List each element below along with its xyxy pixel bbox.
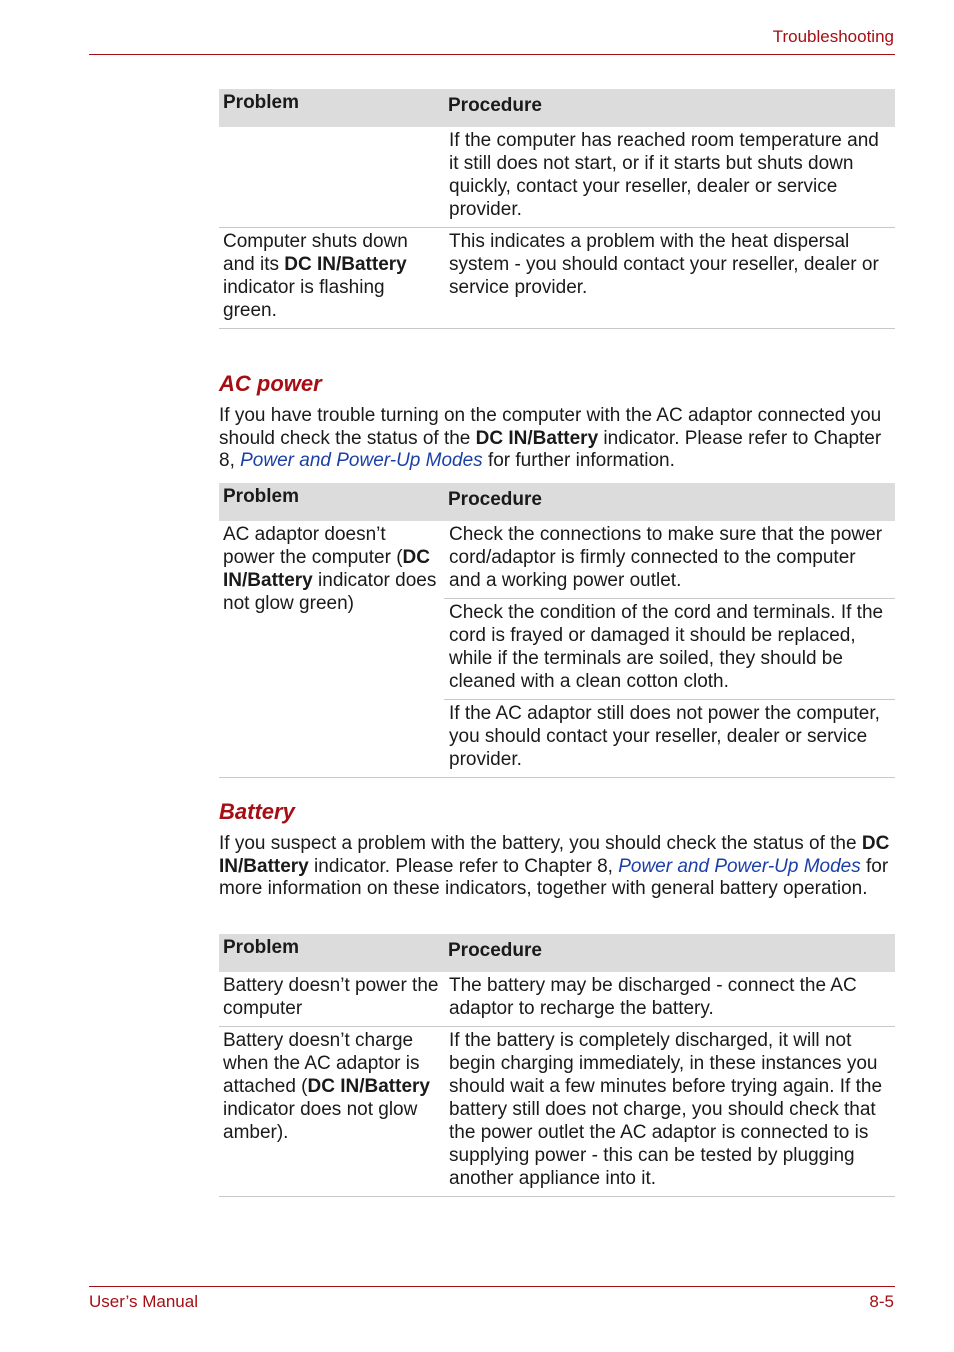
footer-manual-title: User’s Manual [89, 1292, 198, 1311]
section-heading: AC power [219, 371, 322, 396]
running-header: Troubleshooting [772, 27, 894, 46]
table-header-row [219, 89, 895, 127]
column-header-problem: Problem [219, 934, 444, 972]
section-battery [219, 799, 895, 901]
section-intro: If you have trouble turning on the computer with the AC adaptor connected you should check the status of the DC IN/Battery indicator. Please refer to Chapter 8, Power and Power-Up Modes for further information. [219, 405, 882, 471]
chapter-link[interactable]: Power and Power-Up Modes [240, 450, 483, 471]
problem-cell: Battery doesn’t charge when the AC adaptor is attached (DC IN/Battery indicator does not glow amber). [219, 1027, 444, 1197]
footer-rule [89, 1286, 895, 1287]
column-header-procedure: Procedure [444, 89, 895, 127]
problem-table [219, 89, 895, 329]
section-intro: If you suspect a problem with the battery, you should check the status of the DC IN/Battery indicator. Please refer to Chapter 8, Power and Power-Up Modes for more information on these indicators, together with general battery operation. [219, 833, 890, 899]
table-row [219, 228, 895, 329]
table-ac-power [219, 483, 895, 778]
table-header-row [219, 934, 895, 972]
procedure-cell: Check the connections to make sure that the power cord/adaptor is firmly connected to the computer and a working power outlet. [444, 521, 895, 599]
table-row [219, 972, 895, 1027]
page-number: 8-5 [869, 1292, 894, 1311]
table-header-row [219, 483, 895, 521]
chapter-link[interactable]: Power and Power-Up Modes [618, 855, 861, 877]
procedure-cell: The battery may be discharged - connect the AC adaptor to recharge the battery. [444, 972, 895, 1027]
header-rule [89, 54, 895, 55]
problem-table [219, 483, 895, 778]
column-header-problem: Problem [219, 483, 444, 521]
section-ac-power [219, 371, 895, 473]
problem-cell: Battery doesn’t power the computer [219, 972, 444, 1027]
problem-table [219, 934, 895, 1197]
table-row [219, 127, 895, 228]
procedure-cell: Check the condition of the cord and terminals. If the cord is frayed or damaged it should be replaced, while if the terminals are soiled, they should be cleaned with a clean cotton cloth. [444, 599, 895, 700]
table-battery [219, 934, 895, 1197]
table-row [219, 1027, 895, 1197]
problem-cell: Computer shuts down and its DC IN/Battery indicator is flashing green. [219, 228, 444, 329]
procedure-cell: If the AC adaptor still does not power the computer, you should contact your reseller, dealer or service provider. [444, 700, 895, 778]
problem-cell [219, 127, 444, 228]
table-overheat-continued [219, 89, 895, 329]
problem-cell: AC adaptor doesn’t power the computer (DC IN/Battery indicator does not glow green) [219, 521, 444, 778]
table-row [219, 521, 895, 599]
procedure-cell: This indicates a problem with the heat dispersal system - you should contact your reseller, dealer or service provider. [444, 228, 895, 329]
procedure-cell: If the computer has reached room temperature and it still does not start, or if it starts but shuts down quickly, contact your reseller, dealer or service provider. [444, 127, 895, 228]
column-header-problem: Problem [219, 89, 444, 127]
indicator-name: DC IN/Battery [284, 254, 407, 275]
column-header-procedure: Procedure [444, 934, 895, 972]
section-heading: Battery [219, 799, 295, 824]
procedure-cell: If the battery is completely discharged, it will not begin charging immediately, in these instances you should wait a few minutes before trying again. If the battery still does not charge, you should check that the power outlet the AC adaptor is connected to is supplying power - this can be tested by plugging another appliance into it. [444, 1027, 895, 1197]
column-header-procedure: Procedure [444, 483, 895, 521]
